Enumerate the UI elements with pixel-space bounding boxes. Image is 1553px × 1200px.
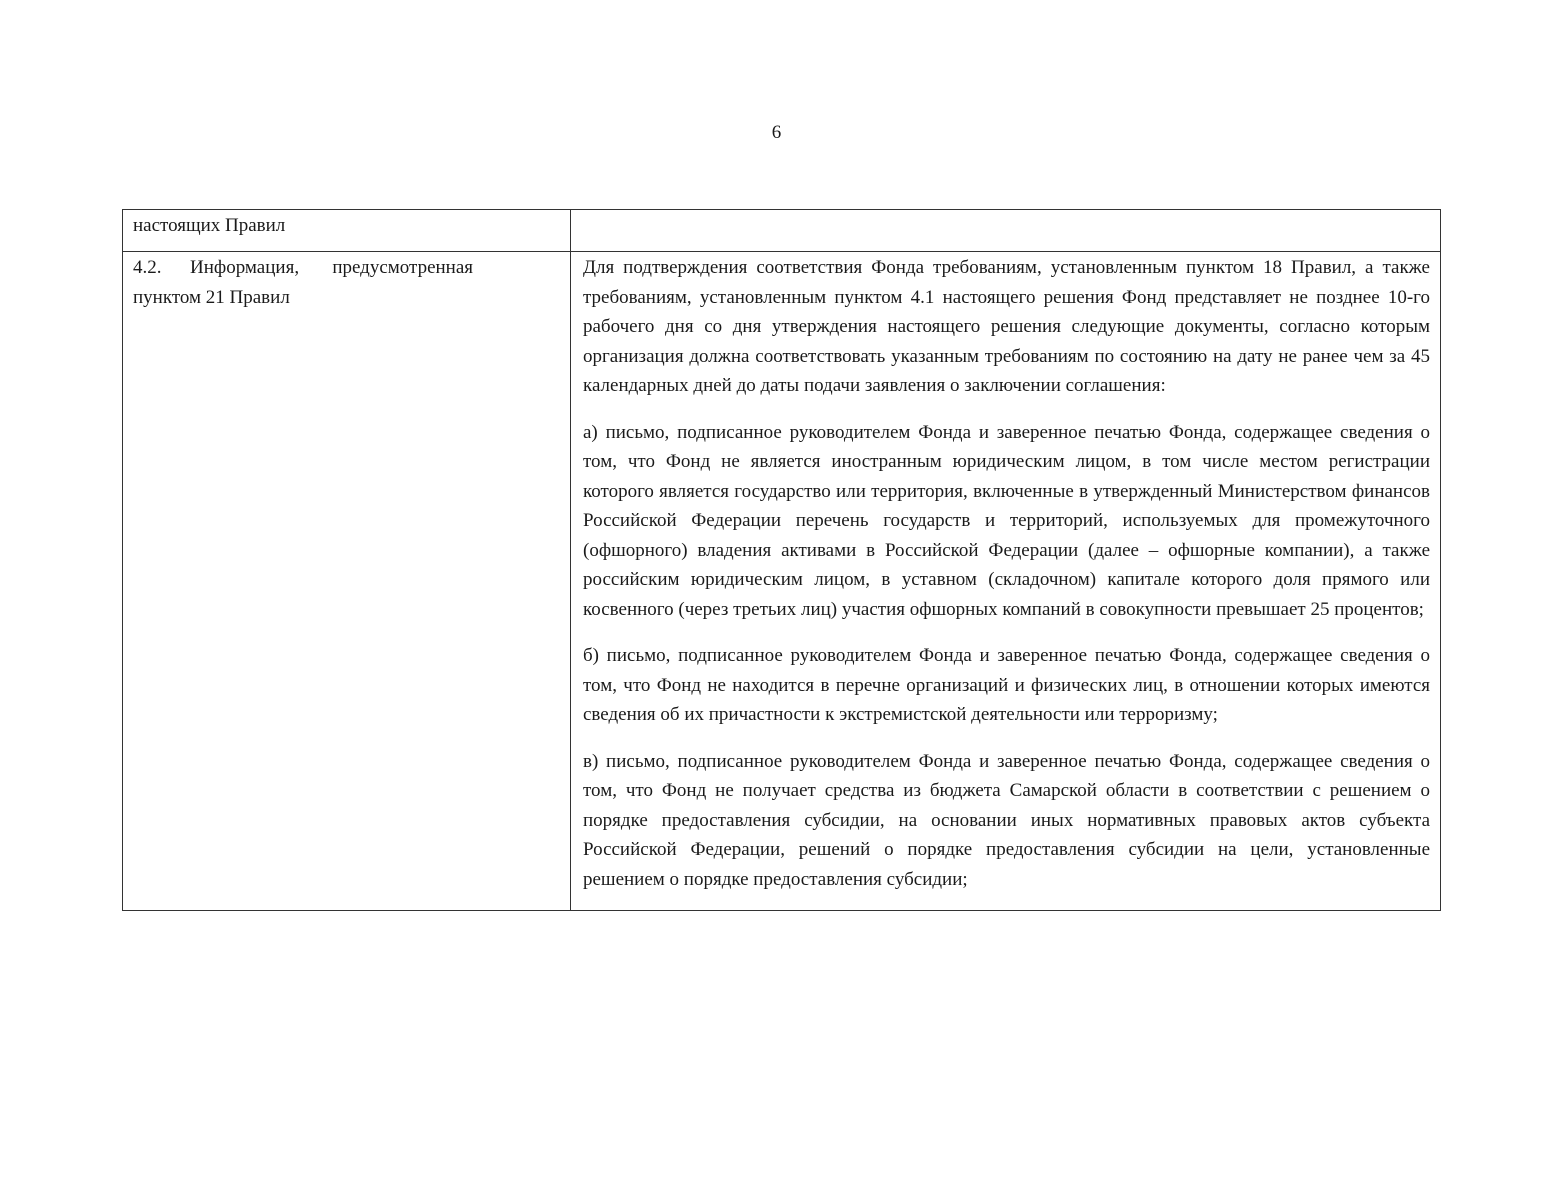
table-cell-right — [571, 210, 1441, 252]
paragraph-a: а) письмо, подписанное руководителем Фонда и заверенное печатью Фонда, содержащее сведения о том, что Фонд не является иностранным юридическим лицом, в том числе местом регистрации которого является государство или территория, включенные в утвержденный Министерством финансов Российской Федерации перечень государств и территорий, используемых для промежуточного (офшорного) владения активами в Российской Федерации (далее – офшорные компании), а также российским юридическим лицом, в уставном (складочном) капитале которого доля прямого или косвенного (через третьих лиц) участия офшорных компаний в совокупности превышает 25 процентов; — [583, 421, 1430, 620]
table-cell-left — [123, 210, 571, 252]
intro-paragraph: Для подтверждения соответствия Фонда требованиям, установленным пунктом 18 Правил, а также требованиям, установленным пунктом 4.1 настоящего решения Фонд представляет не позднее 10-го рабочего дня со дня утверждения настоящего решения следующие документы, согласно которым организация должна соответствовать указанным требованиям по состоянию на дату не ранее чем за 45 календарных дней до даты подачи заявления о заключении соглашения: — [583, 257, 1430, 396]
table-row — [123, 210, 1441, 252]
row1-left-text: настоящих Правил — [133, 215, 286, 236]
item-label-line2: пунктом 21 Правил — [133, 286, 290, 308]
rules-table — [122, 209, 1441, 911]
paragraph-c: в) письмо, подписанное руководителем Фонда и заверенное печатью Фонда, содержащее сведения о том, что Фонд не получает средства из бюджета Самарской области в соответствии с решением о порядке предоставления субсидии, на основании иных нормативных правовых актов субъекта Российской Федерации, решений о порядке предоставления субсидии на цели, установленные решением о порядке предоставления субсидии; — [583, 750, 1430, 890]
table-cell-right — [571, 252, 1441, 911]
item-label — [133, 253, 562, 312]
table-row — [123, 252, 1441, 911]
table-cell-left — [123, 252, 571, 911]
page-number: 6 — [771, 122, 782, 143]
item-label-line1: 4.2. Информация, предусмотренная — [133, 257, 474, 278]
paragraph-b: б) письмо, подписанное руководителем Фонда и заверенное печатью Фонда, содержащее сведения о том, что Фонд не находится в перечне организаций и физических лиц, в отношении которых имеются сведения об их причастности к экстремистской деятельности или терроризму; — [583, 645, 1430, 725]
